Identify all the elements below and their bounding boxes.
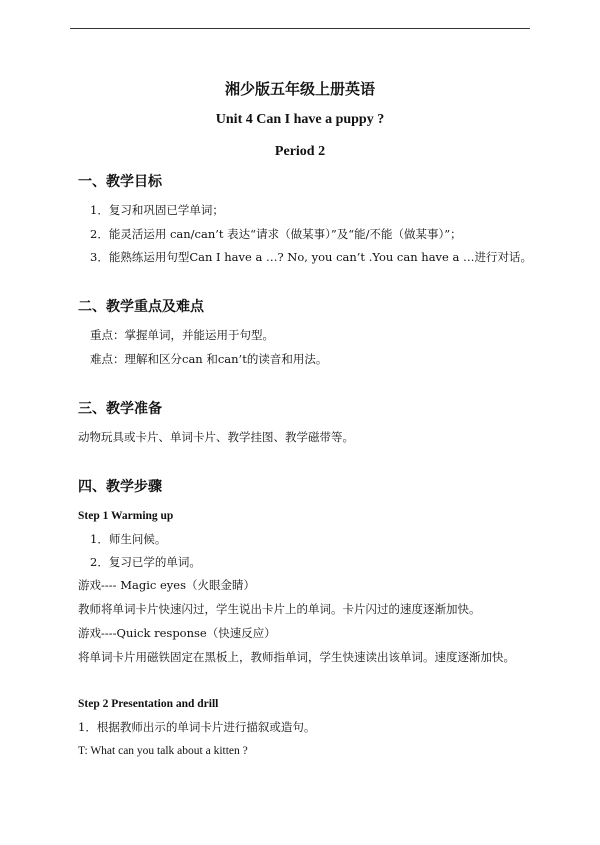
period-title: Period 2 [274,144,326,159]
step1-line: 游戏---- Magic eyes（火眼金睛） [78,578,255,592]
step1-line: 游戏----Quick response（快速反应） [78,626,276,640]
step2-line: 1．根据教师出示的单词卡片进行描叙或造句。 [78,720,316,734]
preparation-text: 动物玩具或卡片、单词卡片、教学挂图、教学磁带等。 [78,430,354,444]
step2-title: Step 2 Presentation and drill [78,698,219,710]
objective-item: 2．能灵活运用 can/can’t 表达“请求（做某事）”及“能/不能（做某事）”； [90,227,462,241]
objective-item: 3．能熟练运用句型Can I have a …? No, you can’t .You can have a …进行对话。 [90,250,533,264]
objectives-heading: 一、教学目标 [78,174,162,190]
objective-item: 1．复习和巩固已学单词； [90,203,224,217]
step1-line: 将单词卡片用磁铁固定在黑板上，教师指单词，学生快速读出该单词。速度逐渐加快。 [78,650,515,664]
step1-title: Step 1 Warming up [78,510,174,522]
procedure-heading: 四、教学步骤 [78,479,162,495]
step1-line: 教师将单词卡片快速闪过，学生说出卡片上的单词。卡片闪过的速度逐渐加快。 [78,602,481,616]
step2-line: T: What can you talk about a kitten ? [78,745,248,757]
header-rule [70,28,530,29]
focus-text: 重点：掌握单词，并能运用于句型。 [90,328,274,342]
step1-line: 1．师生问候。 [90,532,167,546]
doc-title: 湘少版五年级上册英语 [224,80,375,98]
difficulty-text: 难点：理解和区分can 和can’t的读音和用法。 [90,352,328,366]
key-points-heading: 二、教学重点及难点 [78,299,204,315]
step1-line: 2．复习已学的单词。 [90,555,201,569]
preparation-heading: 三、教学准备 [78,401,162,417]
unit-title: Unit 4 Can I have a puppy ? [215,112,385,127]
